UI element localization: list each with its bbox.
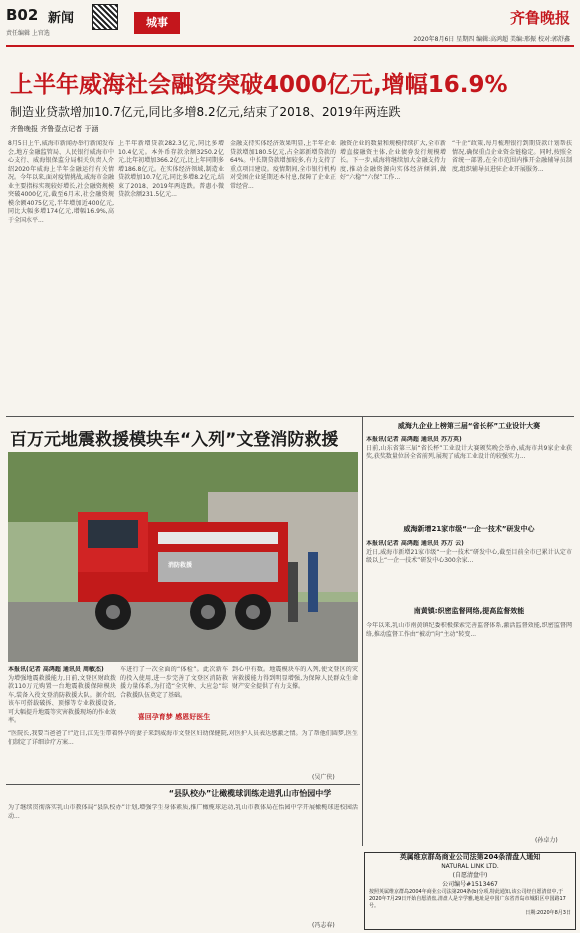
story2-byline: 本报讯(记者 高鸿超 通讯员 周敏杰) (8, 666, 104, 673)
story4-text: 为了继续贯彻落实乳山市教体局“县队校办”计划,增强学生身体素质,推广橄榄球运动,乳山市教体局在怡园中学开展橄榄球进校园活动... (8, 804, 358, 820)
notice-title: 英属维京群岛商业公司法第204条清盘人通知 (399, 853, 541, 861)
liquidation-notice (364, 852, 576, 930)
right-news1-title: 威海九企业上榜第三届“省长杯”工业设计大赛 (397, 422, 541, 430)
lead-column-4: 融资企业的数量和规模持续扩大,全市新增直接融资主体,企业债券发行规模增长。下一步,威海将继续加大金融支持力度,推动金融资源向实体经济倾斜,做好“六稳”“六保”工作... (340, 140, 446, 181)
header-rule (6, 45, 574, 47)
date-line: 2020年8月6日 星期四 编辑:高鸿超 美编:邢振 校对:郭舒鑫 (413, 36, 570, 43)
right-news3-text: 今年以来,乳山市南黄镇纪委积极探索完善监督体系,激活监督效能,织密监督网络,推动监督工作由“被动”向“主动”转变... (366, 622, 572, 638)
story2-text-1: 为增强地震救援能力,日前,文登区财政拨款110万元购置一台地震救援保障模块车,装备入役文登消防救援大队。据介绍,该车可搭载破拆、顶撑等专业救援设备,可大幅提升地震等灾害救援现场的作业效率。 (8, 674, 116, 724)
right-news3-author: (孙卓力) (535, 837, 558, 844)
lead-byline: 齐鲁晚报 齐鲁壹点记者 于涵 (10, 125, 99, 133)
right-news2-title: 威海新增21家市级“一企一技术”研发中心 (403, 525, 535, 533)
story2-column-3: 到心中有数。地震模块车的入列,使文登区的灾害救援能力得到明显增强,为保障人民群众生命财产安全提供了有力支撑。 (232, 666, 358, 690)
right-news1 (366, 436, 572, 526)
qr-code-icon (92, 4, 118, 30)
notice-body: 按照英属维京群岛2004年商业公司法第204条(b)分项,特此通知,该公司经自愿清盘中,于2020年7月29日开始自愿清盘,清盘人是辛学雅,地址是中国广东省青岛市城阳区中国路17号。 (369, 889, 566, 909)
editor-line: 责任编辑 上官选 (6, 30, 50, 37)
lead-headline: 上半年威海社会融资突破4000亿元,增幅16.9% (10, 72, 508, 98)
newspaper-logo: 齐鲁晚报 (509, 9, 570, 27)
notice-company: NATURAL LINK LTD. (441, 863, 499, 870)
lead-column-3: 金融支持实体经济效果明显,上半年企业贷款增加180.5亿元,占全部新增贷款的64%。中长期贷款增加较多,有力支持了重点项目建设。疫情期间,全市银行机构对受困企业延期还本付息,保障了企业正常经营... (230, 140, 336, 190)
story2-author: (吴广侠) (312, 774, 335, 781)
story2-column-2: 车进行了一次全面的“体检”。此次新车的投入使用,进一步完善了文登区消防救援力量体系,为打造“全灾种、大应急”综合救援队伍奠定了基础。 (120, 666, 228, 699)
divider-line-2 (6, 784, 360, 785)
right-news1-text: 日前,山东省第三届“省长杯”工业设计大赛颁奖晚会举办,威海市共9家企业获奖,获奖数量位居全省前列,展现了威海工业设计的较强实力... (366, 444, 572, 460)
lead-subhead: 制造业贷款增加10.7亿元,同比多增8.2亿元,结束了2018、2019年两连跌 (10, 105, 401, 119)
right-news3-title: 南黄镇:织密监督网络,提高监督效能 (413, 607, 525, 615)
story3-headline: 喜回孕育梦 感恩好医生 (137, 713, 211, 721)
right-news2-byline: 本报讯(记者 高鸿超 通讯员 苏万 云) (366, 540, 464, 547)
notice-reg-no: 公司编号#1513467 (442, 881, 498, 888)
story4-author: (冯志春) (312, 922, 335, 929)
right-news2 (366, 540, 572, 630)
section-title: 新闻 (48, 11, 75, 26)
channel-badge: 城事 (134, 12, 180, 34)
right-news2-text: 近日,威海市新增21家市级“一企一技术”研发中心,截至目前全市已累计认定市级以上“一企一技术”研发中心300余家... (366, 548, 572, 564)
page-number: B02 (6, 6, 39, 24)
vertical-divider (362, 416, 363, 846)
story3-text: “医院长,我要当爸爸了!”近日,江先生带着怀孕的妻子来到威海市文登区妇幼保健院,对医护人员表达感激之情。为了帮他们圆梦,医生们制定了详细诊疗方案... (8, 730, 358, 746)
story4-headline: “县队校办”让橄榄球训练走进乳山市怡园中学 (168, 789, 332, 798)
lead-column-5: “千企”政策,每月梳理银行到期贷款计划帮扶情况,确保重点企业资金链稳定。同时,按照全省统一部署,在全市范围内推开金融辅导员制度,组织辅导员进驻企业开展服务... (452, 140, 572, 173)
story2-headline: 百万元地震救援模块车“入列”文登消防救援 (10, 430, 339, 450)
rescue-truck-photo (8, 452, 358, 662)
divider-line (6, 416, 574, 417)
notice-date: 日期:2020年8月3日 (525, 910, 571, 916)
lead-column-1: 8月5日上午,威海市新闻办举行新闻发布会,地方金融监管局、人民银行威海市中心支行、威海银保监分局相关负责人介绍2020年威海上半年金融运行有关情况。今年以来,面对疫情挑战,威海市金融业主要指标实现较好增长,社会融资规模突破4000亿元,截至6月末,社会融资规模余额4075亿元,半年增加近400亿元,同比大幅多增174亿元,增幅16.9%,高于全国水平... (8, 140, 114, 224)
truck-text: 消防救援 (168, 562, 193, 569)
right-news1-byline: 本报讯(记者 高鸿超 通讯员 苏万英) (366, 436, 462, 443)
page-header (6, 4, 574, 44)
notice-status: (自愿清盘中) (452, 872, 488, 879)
lead-column-2: 上半年新增贷款282.3亿元,同比多增10.4亿元。本外币存款余额3250.2亿元,比年初增加366.2亿元,比上年同期多增186.8亿元。在实体经济领域,制造业贷款增加10.7亿元,同比多增8.2亿元,结束了2018、2019年两连跌。普惠小微贷款余额231.5亿元... (118, 140, 224, 198)
